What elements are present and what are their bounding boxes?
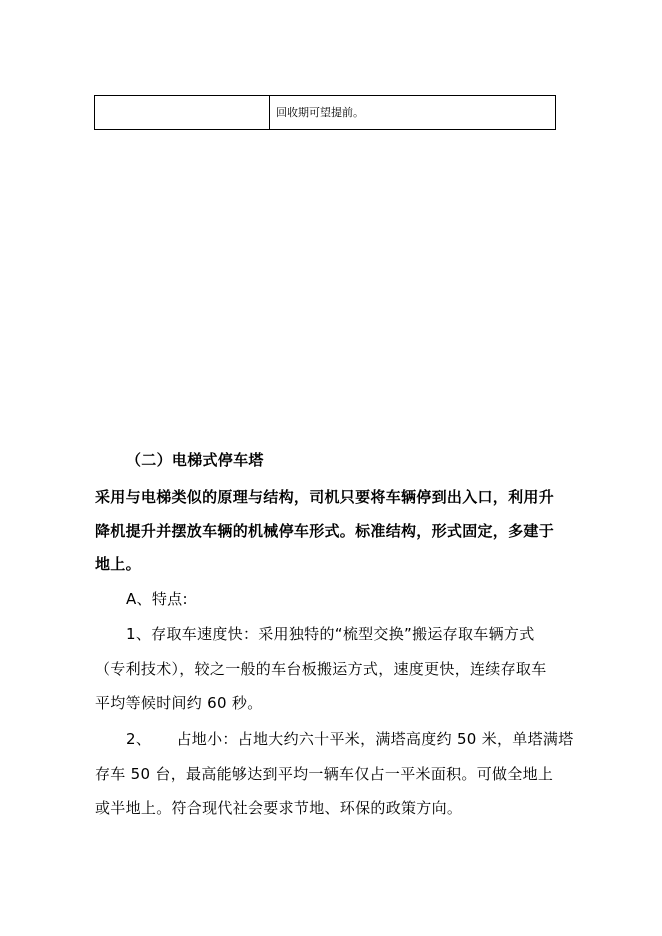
- item1-line-1: 1、存取车速度快：采用独特的“梳型交换”搬运存取车辆方式: [126, 625, 535, 643]
- intro-line-1: 采用与电梯类似的原理与结构，司机只要将车辆停到出入口，利用升: [95, 488, 555, 506]
- table-row: [95, 96, 556, 130]
- table-cell-empty: [95, 96, 270, 130]
- item2-line-3: 或半地上。符合现代社会要求节地、环保的政策方向。: [95, 799, 463, 817]
- features-heading: A、特点:: [126, 590, 188, 608]
- section-heading: （二）电梯式停车塔: [126, 451, 264, 469]
- intro-line-2: 降机提升并摆放车辆的机械停车形式。标准结构，形式固定，多建于: [95, 522, 555, 540]
- item1-line-3: 平均等候时间约 60 秒。: [95, 694, 263, 712]
- intro-line-3: 地上。: [95, 555, 141, 573]
- continuation-table: [94, 95, 556, 130]
- table-cell-text: 回收期可望提前。: [270, 96, 556, 130]
- item2-line-2: 存车 50 台，最高能够达到平均一辆车仅占一平米面积。可做全地上: [95, 765, 554, 783]
- item2-line-1: 2、 占地小：占地大约六十平米，满塔高度约 50 米，单塔满塔: [126, 730, 574, 748]
- item1-line-2: （专利技术），较之一般的车台板搬运方式，速度更快，连续存取车: [95, 660, 547, 678]
